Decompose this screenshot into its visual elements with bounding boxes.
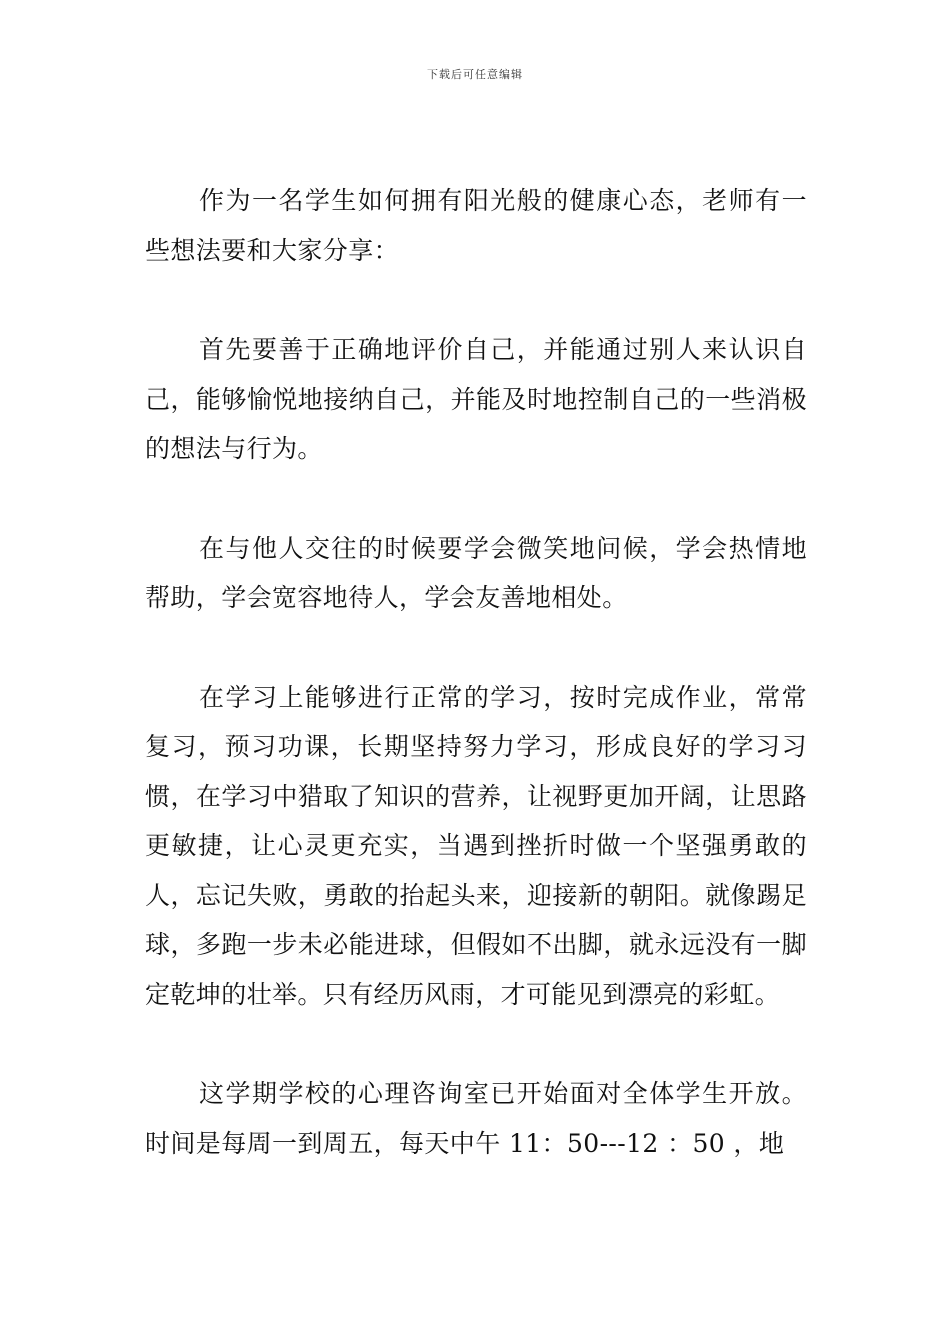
paragraph-intro: 作为一名学生如何拥有阳光般的健康心态，老师有一些想法要和大家分享： bbox=[145, 186, 807, 265]
paragraph-study-habits: 在学习上能够进行正常的学习，按时完成作业，常常复习，预习功课，长期坚持努力学习，形成良好的学习习惯，在学习中猎取了知识的营养，让视野更加开阔，让思路更敏捷，让心灵更充实，当遇到挫折时做一个坚强勇敢的人，忘记失败，勇敢的抬起头来，迎接新的朝阳。就像踢足球，多跑一步未必能进球，但假如不出脚，就永远没有一脚定乾坤的壮举。只有经历风雨，才可能见到漂亮的彩虹。 bbox=[145, 682, 807, 1009]
paragraph-counseling-room: 这学期学校的心理咨询室已开始面对全体学生开放。时间是每周一到周五，每天中午 11：50---12 ：50 ，地 bbox=[145, 1079, 807, 1158]
page-header-note: 下载后可任意编辑 bbox=[427, 68, 523, 81]
paragraph-social-interaction: 在与他人交往的时候要学会微笑地问候，学会热情地帮助，学会宽容地待人，学会友善地相处。 bbox=[145, 533, 807, 612]
document-body bbox=[145, 176, 807, 1218]
paragraph-self-evaluation: 首先要善于正确地评价自己，并能通过别人来认识自己，能够愉悦地接纳自己，并能及时地控制自己的一些消极的想法与行为。 bbox=[145, 335, 807, 463]
